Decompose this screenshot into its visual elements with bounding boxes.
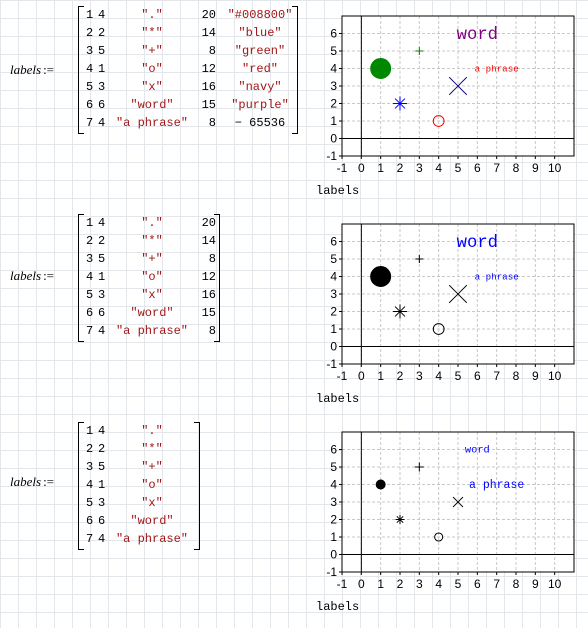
matrix-cell: 1: [86, 424, 94, 438]
y-tick-label: 0: [330, 131, 337, 146]
y-tick-label: 5: [330, 44, 337, 58]
matrix-cell: 3: [98, 288, 106, 302]
matrix-cell: 6: [86, 98, 94, 112]
matrix-cell: 5: [98, 460, 106, 474]
matrix-cell: 15: [201, 98, 216, 112]
data-point: [465, 445, 490, 457]
matrix-left-bracket: [78, 6, 84, 134]
matrix-cell: 5: [98, 44, 106, 58]
matrix-cell: 15: [201, 306, 216, 320]
matrix-cell: "word": [130, 514, 174, 528]
matrix-cell: 7: [86, 116, 94, 130]
matrix-cell: "x": [141, 80, 163, 94]
matrix-cell: 2: [98, 442, 106, 456]
x-tick-label: 1: [377, 577, 385, 591]
worksheet-region-3: [0, 416, 588, 616]
matrix-cell: 16: [201, 80, 216, 94]
x-tick-label: 6: [473, 577, 481, 591]
x-tick-label: 7: [493, 577, 501, 591]
data-point: [457, 26, 498, 45]
matrix[interactable]: [78, 6, 298, 134]
variable-definition[interactable]: [10, 268, 54, 284]
x-tick-label: -1: [336, 369, 348, 383]
x-tick-label: 10: [547, 577, 562, 591]
matrix-cell: 4: [86, 478, 94, 492]
data-point: [469, 479, 524, 492]
matrix-cell: "navy": [238, 80, 282, 94]
x-tick-label: 6: [473, 161, 481, 175]
y-tick-label: 6: [330, 234, 337, 249]
matrix-cell: 5: [86, 80, 94, 94]
x-axis-label: labels: [316, 600, 360, 614]
x-tick-label: 2: [396, 161, 404, 175]
matrix-cell: 4: [98, 532, 106, 546]
matrix-cell: "x": [141, 496, 163, 510]
matrix-cell: 12: [201, 62, 216, 76]
y-tick-label: 2: [330, 512, 337, 527]
data-point: [393, 97, 407, 111]
y-tick-label: 1: [330, 322, 337, 336]
y-tick-label: 2: [330, 304, 337, 319]
matrix-cell: "x": [141, 288, 163, 302]
x-tick-label: 7: [493, 161, 501, 175]
y-tick-label: 4: [330, 477, 337, 492]
data-point: [396, 515, 405, 524]
matrix-cell: 3: [98, 496, 106, 510]
x-tick-label: 7: [493, 369, 501, 383]
data-point: [371, 267, 391, 287]
x-tick-label: -1: [336, 161, 348, 175]
matrix-cell: 14: [201, 26, 216, 40]
matrix-cell: 2: [86, 234, 94, 248]
y-tick-label: 0: [330, 339, 337, 354]
dot-marker: [376, 480, 385, 489]
matrix-cell: 5: [98, 252, 106, 266]
x-tick-label: 6: [473, 369, 481, 383]
x-axis-label: labels: [316, 392, 360, 406]
scatter-plot-1[interactable]: [316, 12, 578, 198]
matrix-cell: ".": [141, 216, 163, 230]
matrix-cell: ".": [141, 8, 163, 22]
x-tick-label: 8: [512, 577, 520, 591]
x-tick-label: 10: [547, 161, 562, 175]
x-tick-label: 9: [531, 369, 539, 383]
x-tick-label: 3: [415, 161, 423, 175]
y-tick-label: 5: [330, 460, 337, 474]
y-tick-label: 1: [330, 530, 337, 544]
x-axis-label: labels: [316, 184, 360, 198]
assign-operator: :=: [43, 62, 55, 77]
data-point: [371, 59, 391, 79]
matrix-cell: "+": [141, 252, 163, 266]
matrix-right-bracket: [194, 422, 200, 550]
matrix-left-bracket: [78, 422, 84, 550]
x-tick-label: 8: [512, 161, 520, 175]
x-tick-label: 1: [377, 161, 385, 175]
x-tick-label: 4: [435, 161, 443, 175]
matrix-cell: "green": [234, 44, 286, 58]
matrix-cell: 7: [86, 324, 94, 338]
data-point: [475, 63, 519, 74]
y-tick-label: 2: [330, 96, 337, 111]
matrix-cell: 6: [98, 514, 106, 528]
matrix-cell: "word": [130, 306, 174, 320]
matrix-cell: 3: [86, 44, 94, 58]
matrix-cell: 4: [98, 8, 106, 22]
text-marker: a phrase: [474, 271, 519, 283]
y-tick-label: 4: [330, 61, 337, 76]
variable-name: labels: [10, 474, 42, 489]
matrix-cell: 2: [86, 442, 94, 456]
matrix-cell: 8: [208, 252, 216, 266]
matrix-cell: 20: [201, 216, 216, 230]
matrix-cell: 1: [86, 216, 94, 230]
matrix-cell: "+": [141, 44, 163, 58]
matrix-cell: 1: [98, 62, 106, 76]
y-tick-label: 6: [330, 442, 337, 457]
scatter-plot-3[interactable]: [316, 428, 578, 614]
x-tick-label: 4: [435, 577, 443, 591]
y-tick-label: 6: [330, 26, 337, 41]
x-tick-label: 3: [415, 369, 423, 383]
x-tick-label: 0: [357, 577, 365, 591]
y-tick-label: 0: [330, 547, 337, 562]
x-tick-label: 9: [531, 161, 539, 175]
matrix-cell: 6: [86, 306, 94, 320]
y-tick-label: 3: [330, 79, 337, 93]
matrix-cell: 4: [98, 116, 106, 130]
matrix-cell: "blue": [238, 26, 282, 40]
x-tick-label: 10: [547, 369, 562, 383]
matrix-cell: 2: [86, 26, 94, 40]
y-tick-label: -1: [326, 149, 337, 163]
matrix-cell: 4: [86, 62, 94, 76]
matrix-cell: 3: [86, 252, 94, 266]
y-tick-label: 1: [330, 114, 337, 128]
scatter-plot-2[interactable]: [316, 220, 578, 406]
matrix-cell: 5: [86, 288, 94, 302]
data-point: [457, 234, 498, 253]
x-tick-label: 4: [435, 369, 443, 383]
matrix-cell: 8: [208, 44, 216, 58]
matrix-left-bracket: [78, 214, 84, 342]
variable-definition[interactable]: [10, 62, 54, 78]
matrix-cell: "#008800": [227, 8, 293, 22]
matrix-cell: 6: [86, 514, 94, 528]
matrix-cell: 1: [98, 270, 106, 284]
data-point: [475, 271, 519, 282]
x-tick-label: 9: [531, 577, 539, 591]
matrix-cell: 4: [86, 270, 94, 284]
matrix-cell: − 65536: [234, 116, 286, 130]
matrix[interactable]: [78, 422, 200, 550]
text-marker: a phrase: [474, 63, 519, 75]
matrix-cell: 20: [201, 8, 216, 22]
matrix-cell: 4: [98, 324, 106, 338]
worksheet-region-1: [0, 0, 588, 200]
assign-operator: :=: [43, 474, 55, 489]
matrix-cell: "word": [130, 98, 174, 112]
matrix-cell: 5: [86, 496, 94, 510]
variable-name: labels: [10, 268, 42, 283]
assign-operator: :=: [43, 268, 55, 283]
dot-marker: [371, 267, 391, 287]
matrix[interactable]: [78, 214, 220, 342]
x-tick-label: 8: [512, 369, 520, 383]
matrix-cell: "+": [141, 460, 163, 474]
x-tick-label: 0: [357, 161, 365, 175]
text-marker: a phrase: [469, 479, 525, 492]
data-point: [393, 305, 407, 319]
matrix-cell: 6: [98, 98, 106, 112]
matrix-cell: 3: [98, 80, 106, 94]
variable-definition[interactable]: [10, 474, 54, 490]
matrix-cell: "red": [241, 62, 278, 76]
text-marker: word: [456, 25, 499, 45]
y-tick-label: 4: [330, 269, 337, 284]
matrix-cell: "o": [141, 270, 163, 284]
matrix-cell: 4: [98, 424, 106, 438]
matrix-cell: "a phrase": [115, 324, 188, 338]
matrix-cell: "purple": [231, 98, 289, 112]
matrix-cell: "a phrase": [115, 532, 188, 546]
variable-name: labels: [10, 62, 42, 77]
matrix-cell: "*": [141, 234, 163, 248]
matrix-cell: "a phrase": [115, 116, 188, 130]
matrix-cell: "o": [141, 478, 163, 492]
y-tick-label: 3: [330, 287, 337, 301]
x-tick-label: 2: [396, 369, 404, 383]
matrix-cell: 6: [98, 306, 106, 320]
matrix-cell: ".": [141, 424, 163, 438]
y-tick-label: -1: [326, 357, 337, 371]
matrix-cell: 1: [86, 8, 94, 22]
worksheet-region-2: [0, 208, 588, 408]
matrix-cell: "*": [141, 26, 163, 40]
matrix-cell: 14: [201, 234, 216, 248]
text-marker: word: [456, 233, 499, 253]
y-tick-label: 3: [330, 495, 337, 509]
matrix-cell: 12: [201, 270, 216, 284]
matrix-cell: 2: [98, 26, 106, 40]
text-marker: word: [464, 444, 490, 457]
x-tick-label: -1: [336, 577, 348, 591]
y-tick-label: 5: [330, 252, 337, 266]
dot-marker: [371, 59, 391, 79]
matrix-cell: 16: [201, 288, 216, 302]
matrix-cell: 8: [208, 116, 216, 130]
x-tick-label: 3: [415, 577, 423, 591]
x-tick-label: 1: [377, 369, 385, 383]
x-tick-label: 5: [454, 369, 462, 383]
x-tick-label: 2: [396, 577, 404, 591]
x-tick-label: 5: [454, 161, 462, 175]
y-tick-label: -1: [326, 565, 337, 579]
data-point: [376, 480, 385, 489]
matrix-cell: "*": [141, 442, 163, 456]
matrix-cell: 2: [98, 234, 106, 248]
x-tick-label: 5: [454, 577, 462, 591]
x-tick-label: 0: [357, 369, 365, 383]
matrix-cell: 1: [98, 478, 106, 492]
matrix-cell: 7: [86, 532, 94, 546]
matrix-cell: 4: [98, 216, 106, 230]
matrix-cell: 8: [208, 324, 216, 338]
matrix-cell: 3: [86, 460, 94, 474]
matrix-cell: "o": [141, 62, 163, 76]
